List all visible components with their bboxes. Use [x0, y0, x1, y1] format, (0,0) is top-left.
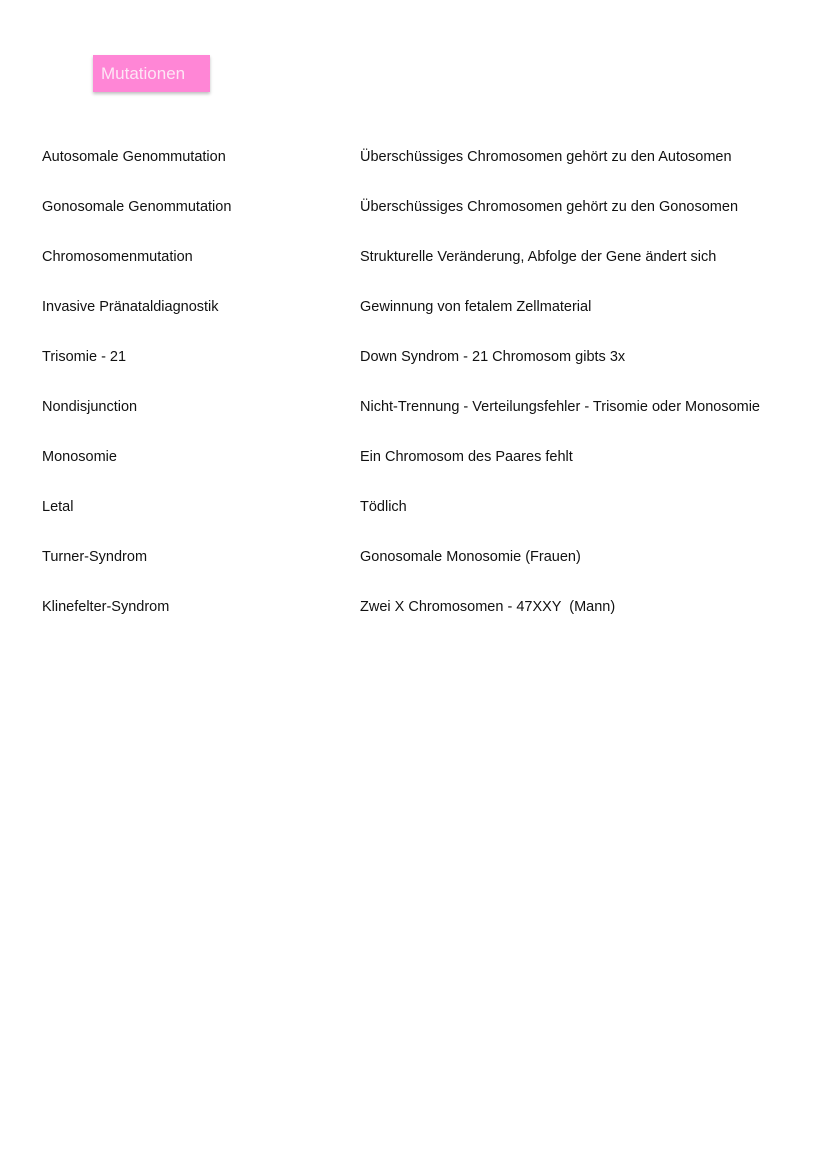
- list-item: [0, 147, 828, 167]
- term: Invasive Pränataldiagnostik: [42, 299, 219, 315]
- list-item: [0, 447, 828, 467]
- list-item: [0, 247, 828, 267]
- definition: Gewinnung von fetalem Zellmaterial: [360, 299, 592, 315]
- page-title: Mutationen: [93, 55, 210, 92]
- definition: Nicht-Trennung - Verteilungsfehler - Trisomie oder Monosomie: [360, 399, 760, 415]
- list-item: [0, 497, 828, 517]
- list-item: [0, 297, 828, 317]
- term: Klinefelter-Syndrom: [42, 599, 170, 615]
- list-item: [0, 547, 828, 567]
- definition: Überschüssiges Chromosomen gehört zu den Autosomen: [360, 149, 732, 165]
- term: Autosomale Genommutation: [42, 149, 226, 165]
- list-item: [0, 397, 828, 417]
- definition: Ein Chromosom des Paares fehlt: [360, 449, 573, 465]
- definition: Gonosomale Monosomie (Frauen): [360, 549, 581, 565]
- term: Nondisjunction: [42, 399, 138, 415]
- definition: Überschüssiges Chromosomen gehört zu den Gonosomen: [360, 199, 739, 215]
- term: Trisomie - 21: [42, 349, 127, 365]
- term: Turner-Syndrom: [42, 549, 148, 565]
- definition: Tödlich: [360, 499, 407, 515]
- term: Letal: [42, 499, 74, 515]
- list-item: [0, 597, 828, 617]
- term: Chromosomenmutation: [42, 249, 193, 265]
- list-item: [0, 347, 828, 367]
- list-item: [0, 197, 828, 217]
- term: Monosomie: [42, 449, 117, 465]
- definition: Strukturelle Veränderung, Abfolge der Gene ändert sich: [360, 249, 717, 265]
- definition: Zwei X Chromosomen - 47XXY (Mann): [360, 599, 616, 615]
- definition: Down Syndrom - 21 Chromosom gibts 3x: [360, 349, 626, 365]
- term: Gonosomale Genommutation: [42, 199, 232, 215]
